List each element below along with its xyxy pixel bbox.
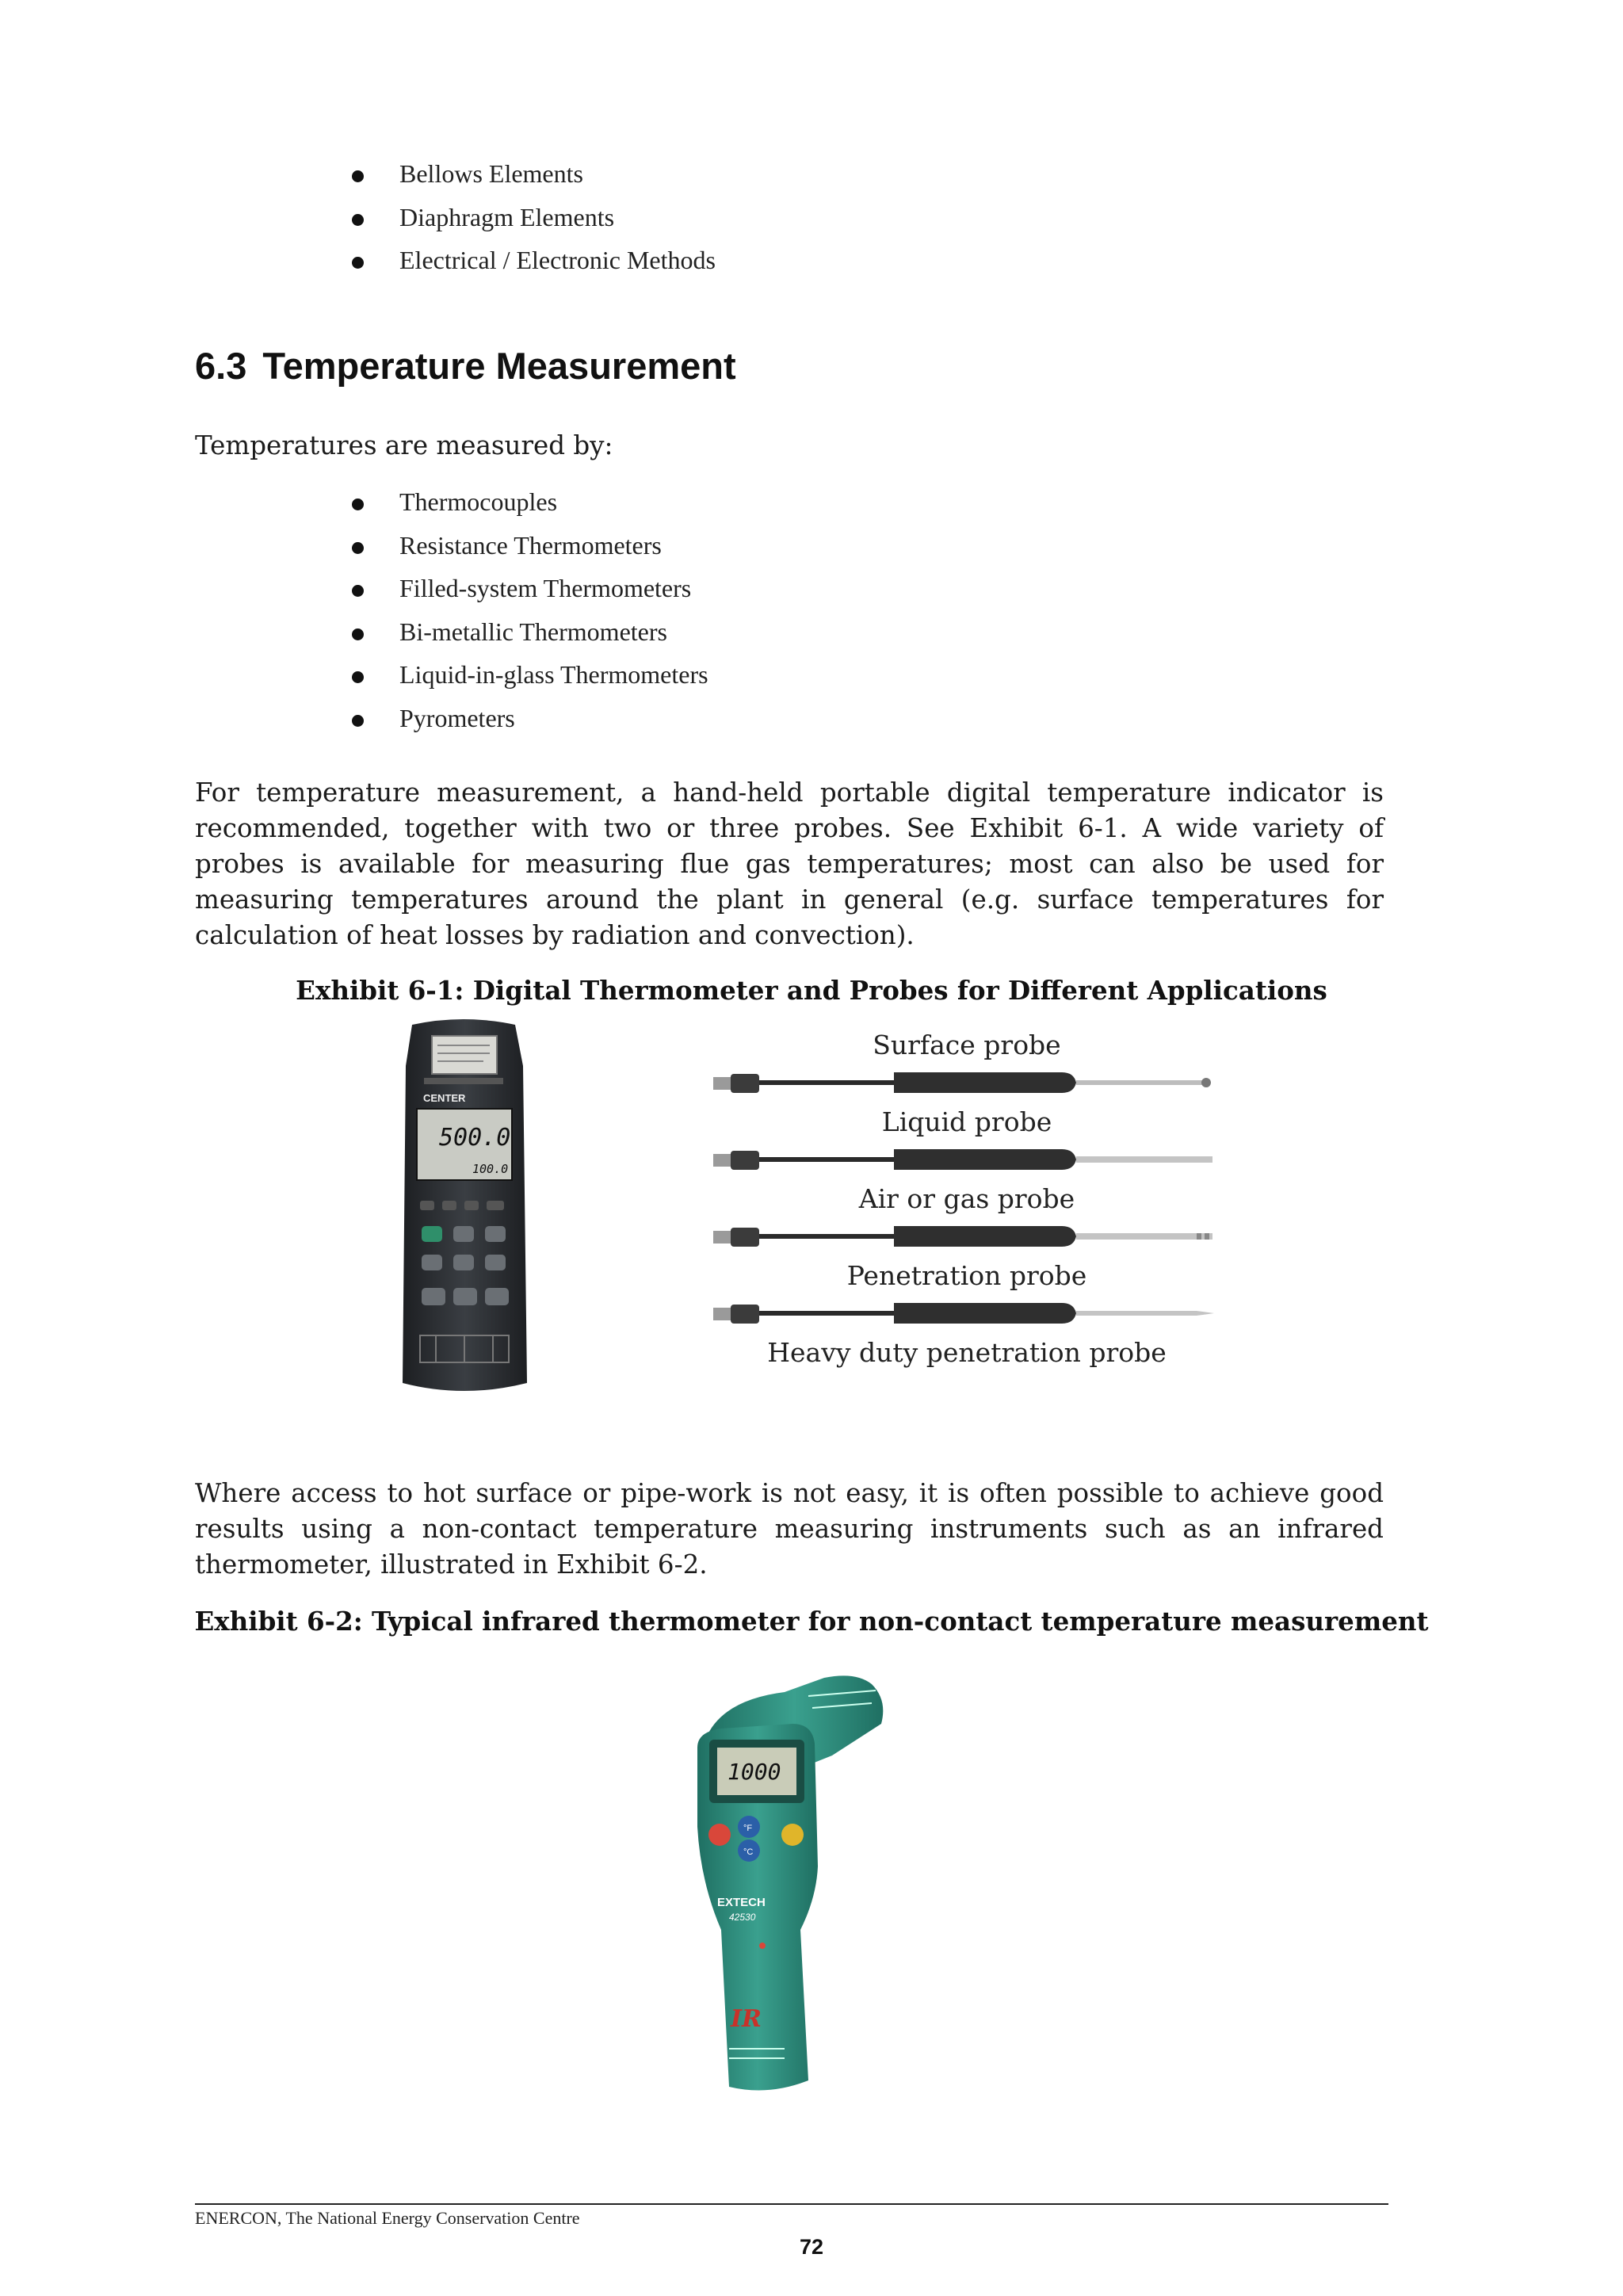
body-paragraph: Where access to hot surface or pipe-work is not easy, it is often possible to achieve good results using a non-contact temperature measuring instruments such as an infrared thermometer, illustrated in Exhibit 6-2.: [195, 1478, 1384, 1580]
footer-rule: [195, 2203, 1388, 2205]
list-item: Filled-system Thermometers: [349, 570, 708, 613]
meter-reading: 500.0: [439, 1124, 511, 1152]
intro-text: Temperatures are measured by:: [195, 430, 613, 460]
probe-label: Liquid probe: [881, 1106, 1052, 1137]
temperature-method-list: [349, 483, 708, 743]
meter-brand: CENTER: [423, 1092, 466, 1104]
ir-model: 42530: [729, 1912, 756, 1923]
meter-sub-reading: 100.0: [472, 1162, 509, 1176]
surface-probe-illustration: [713, 1063, 1236, 1102]
list-item: Resistance Thermometers: [349, 527, 708, 571]
air-gas-probe-illustration: [713, 1217, 1236, 1256]
page-number: 72: [799, 2235, 824, 2259]
probe-label: Air or gas probe: [858, 1183, 1075, 1214]
section-number: 6.3: [195, 345, 247, 387]
pressure-method-list: [349, 155, 716, 285]
ir-brand: EXTECH: [717, 1896, 766, 1909]
body-paragraph: For temperature measurement, a hand-held portable digital temperature indicator is recommended, together with two or three probes. See Exhibit 6-1. A wide variety of probes is available for measuring flue gas temperatures; most can also be used for measuring temperatures around the plant in general (e.g. surface temperatures for calculation of heat losses by radiation and convection).: [195, 777, 1384, 950]
liquid-probe-illustration: [713, 1140, 1236, 1179]
infrared-thermometer-illustration: [674, 1668, 927, 2108]
ir-logo: IR: [731, 2005, 762, 2033]
list-item: Bi-metallic Thermometers: [349, 613, 708, 657]
list-item: Bellows Elements: [349, 155, 716, 199]
digital-thermometer-illustration: [388, 1018, 539, 1399]
exhibit-6-1-figure: [388, 1018, 1244, 1399]
probe-label: Heavy duty penetration probe: [767, 1337, 1167, 1368]
list-item: Liquid-in-glass Thermometers: [349, 656, 708, 700]
section-title: Temperature Measurement: [262, 345, 736, 387]
exhibit-caption: Exhibit 6-2: Typical infrared thermometer for non-contact temperature measurement: [194, 1606, 1429, 1637]
list-item: Electrical / Electronic Methods: [349, 242, 716, 285]
section-heading: [195, 344, 736, 388]
ir-reading: 1000: [727, 1759, 781, 1785]
list-item: Thermocouples: [349, 483, 708, 527]
fahrenheit-button-label: °F: [743, 1824, 753, 1833]
list-item: Diaphragm Elements: [349, 199, 716, 243]
celsius-button-label: °C: [743, 1847, 754, 1857]
list-item: Pyrometers: [349, 700, 708, 743]
probe-label: Surface probe: [873, 1030, 1061, 1060]
penetration-probe-illustration: [713, 1293, 1236, 1333]
footer-text: ENERCON, The National Energy Conservation Centre: [195, 2208, 580, 2228]
exhibit-caption: Exhibit 6-1: Digital Thermometer and Probes for Different Applications: [296, 975, 1327, 1006]
probe-label: Penetration probe: [846, 1260, 1087, 1291]
